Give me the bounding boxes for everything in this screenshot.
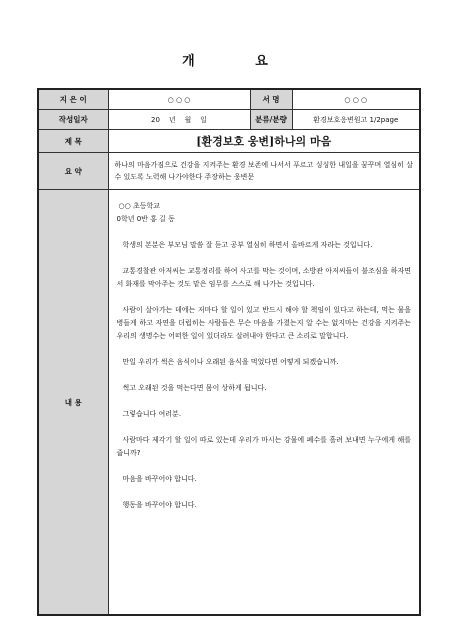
author-label: 지 은 이	[38, 89, 108, 110]
summary-form-table	[37, 88, 421, 616]
date-value: 20 년 월 일	[108, 110, 250, 130]
school-line: ○○ 초등학교	[118, 202, 160, 210]
paragraph: 썩고 오래된 것을 먹는다면 몸이 상하게 됩니다.	[122, 384, 267, 392]
category-label: 분류/분량	[250, 110, 292, 130]
author-value: ○ ○ ○	[108, 89, 250, 110]
document-title: 개 요	[182, 54, 296, 69]
paragraph: 마음을 바꾸어야 합니다.	[122, 475, 197, 483]
paragraph: 만일 우리가 썩은 음식이나 오래된 음식을 먹었다면 어떻게 되겠습니까.	[122, 358, 339, 366]
signature-value: ○ ○ ○	[292, 89, 420, 110]
paragraph: 행동을 바꾸어야 합니다.	[122, 501, 197, 509]
subject-value: [환경보호 웅변]하나의 마음	[108, 130, 420, 153]
paragraph: 사람이 살아가는 데에는 저마다 할 일이 있고 반드시 해야 할 책임이 있다고 하는데, 먹는 물을 병들게 하고 자연을 더럽히는 사람들은 무슨 마음을 가졌는지 알 수는 없지마는 건강을 지켜주는 우리의 생명수는 어떠한 일이 있더라도 살려내야 한다고 큰 소리로 말합니다.	[116, 306, 411, 340]
category-value: 환경보호응변원고 1/2page	[292, 110, 420, 130]
student-line: 0학년 0반 홍 길 동	[116, 215, 175, 223]
paragraph: 교통경찰관 아저씨는 교통정리를 하여 사고를 막는 것이며, 소방관 아저씨들이 불조심을 하자면서 화재를 막아주는 것도 맡은 임무를 스스로 해 나가는 것입니다.	[116, 267, 411, 288]
content-label: 내 용	[38, 190, 108, 616]
paragraph: 사람마다 제각기 할 일이 따로 있는데 우리가 마시는 강물에 폐수를 흘려 보내면 누구에게 해를 줍니까?	[116, 436, 411, 457]
subject-label: 제 목	[38, 130, 108, 153]
summary-label: 요 약	[38, 153, 108, 190]
paragraph: 그렇습니다 여러분.	[122, 410, 182, 418]
paragraph: 학생의 본분은 부모님 말씀 잘 듣고 공부 열심히 하면서 올바르게 자라는 것입니다.	[122, 241, 373, 249]
signature-label: 서 명	[250, 89, 292, 110]
date-label: 작성일자	[38, 110, 108, 130]
content-body	[108, 190, 420, 616]
summary-value: 하나의 마음가짐으로 건강을 지켜주는 환경 보존에 나서서 푸르고 싱싱한 내일을 꿈꾸며 열심히 살수 있도록 노력해 나가야한다 주장하는 웅변문	[108, 153, 420, 190]
